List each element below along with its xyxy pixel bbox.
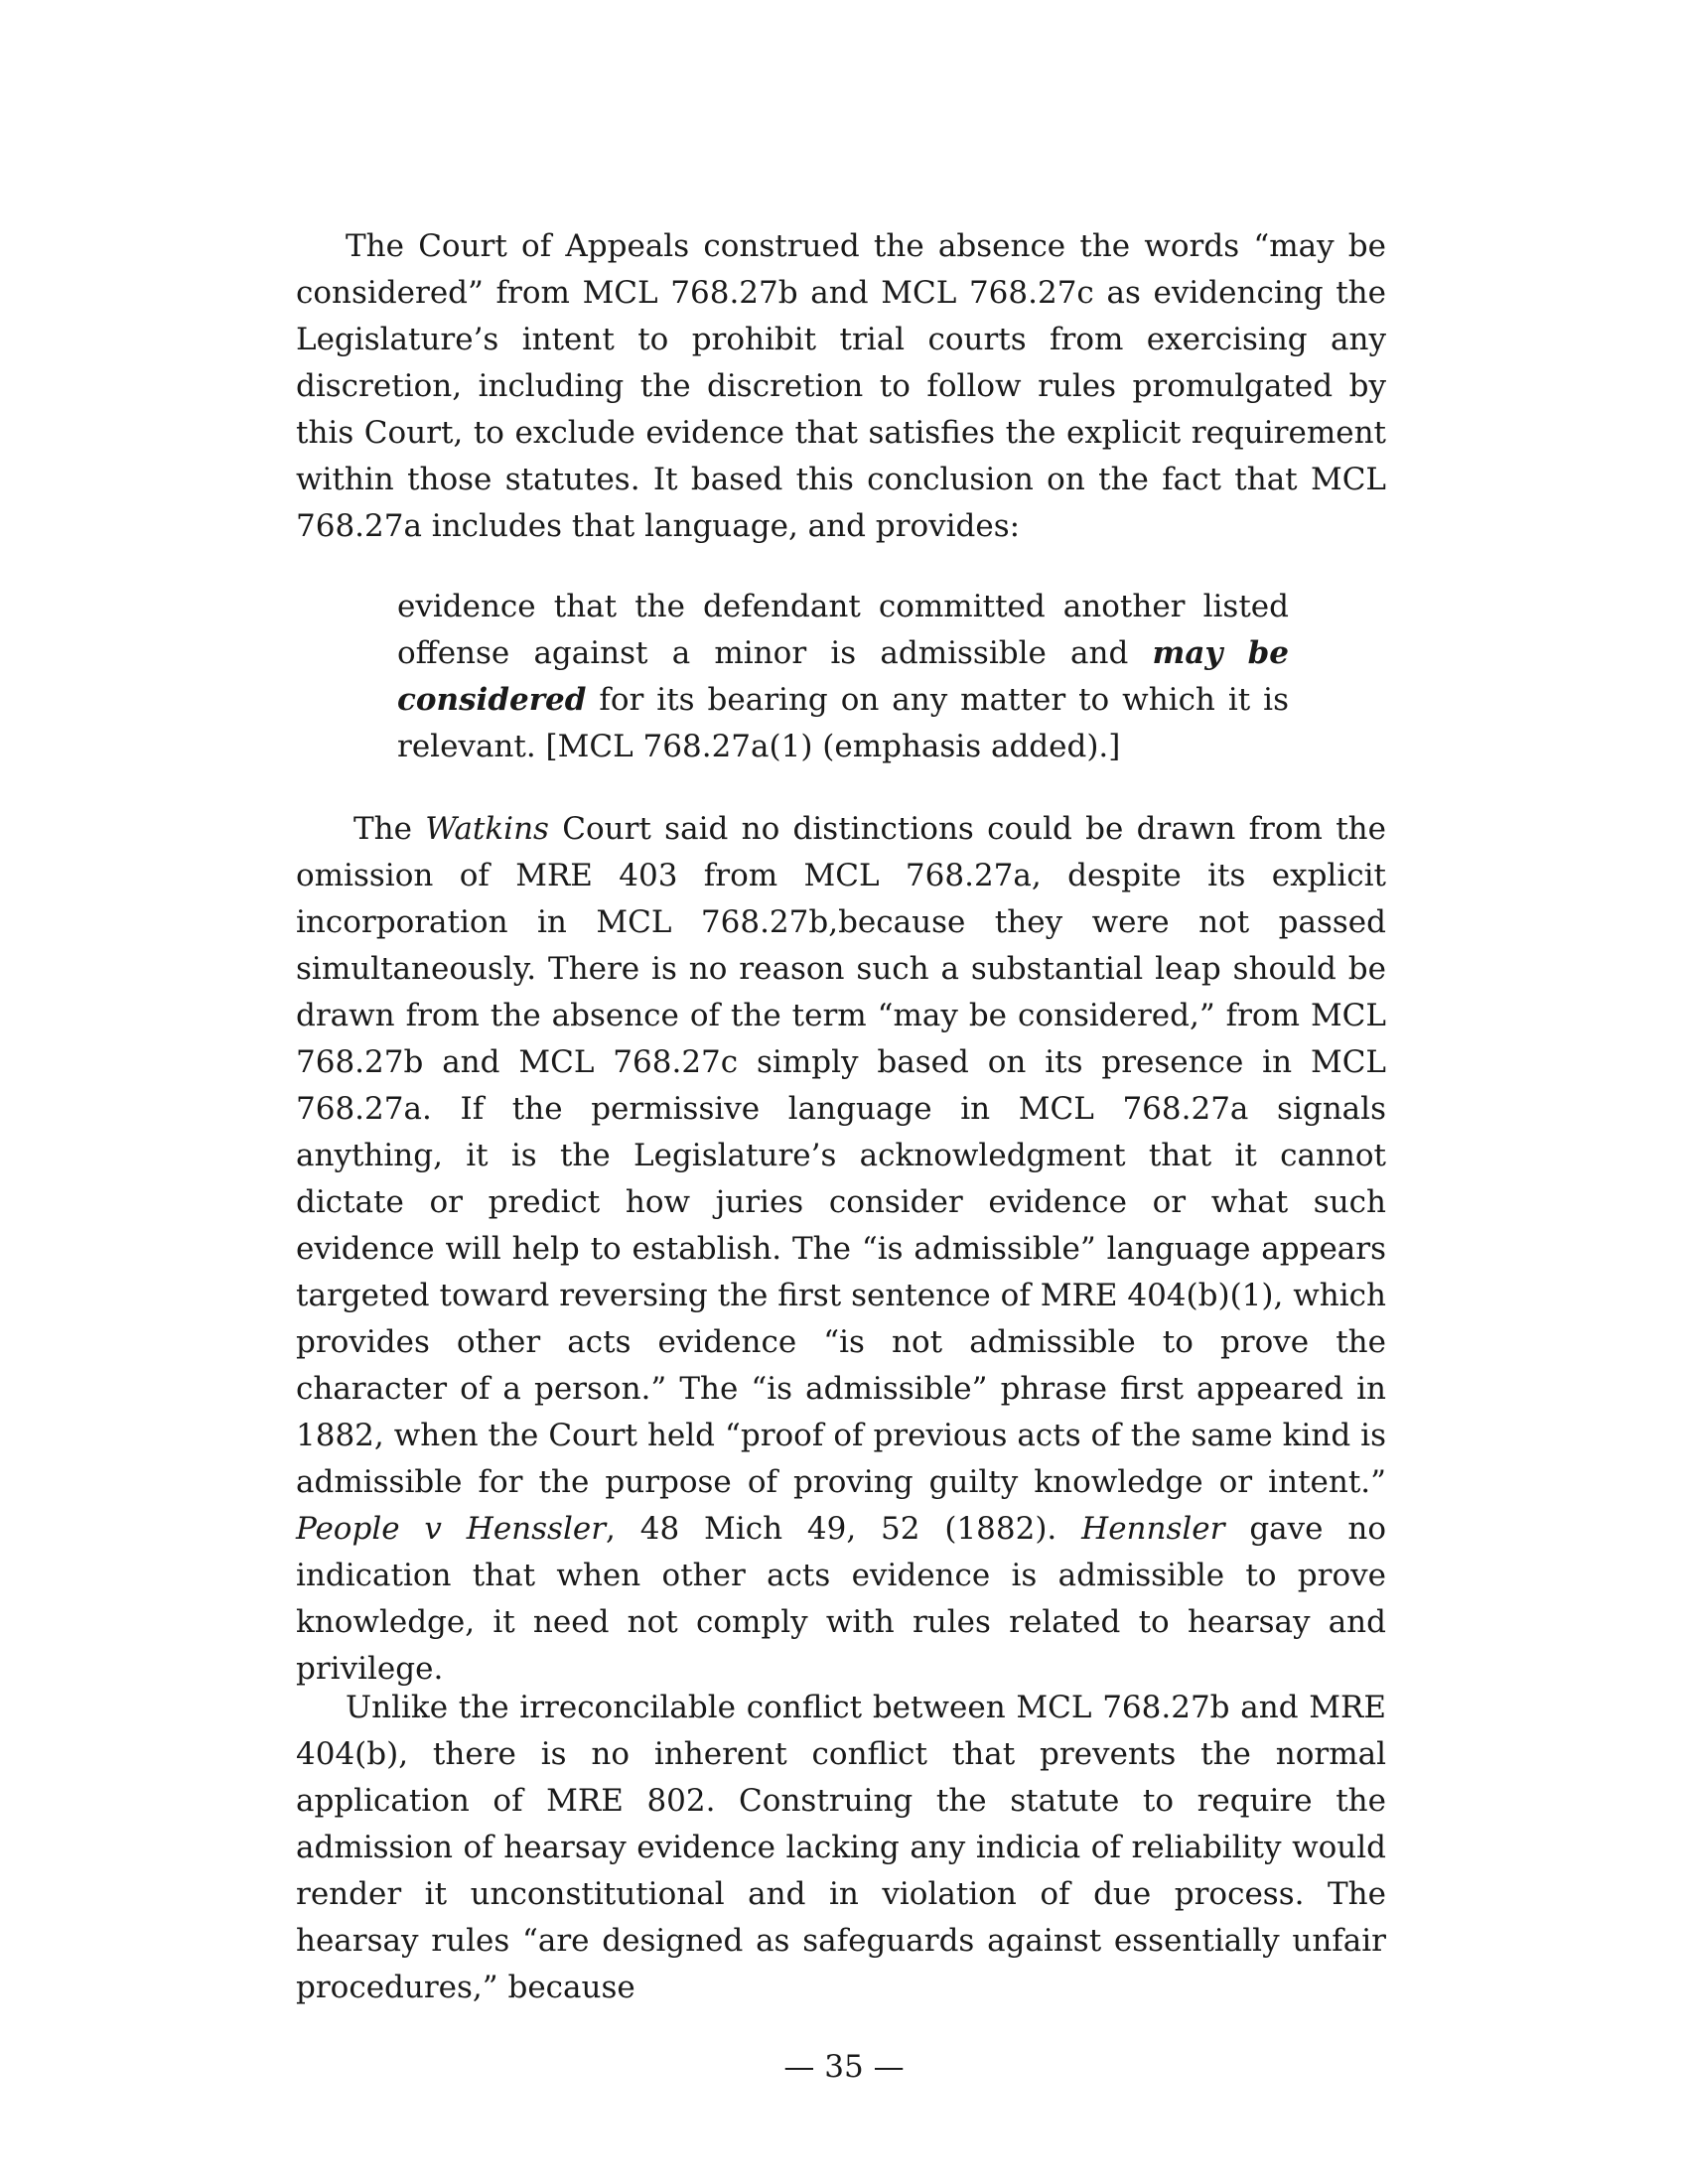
p2-text-c: , 48 Mich 49, 52 (1882). (606, 1511, 1082, 1547)
case-citation-henssler: People v Henssler (296, 1511, 607, 1547)
paragraph-hearsay-conflict: Unlike the irreconcilable conflict between MCL 768.27b and MRE 404(b), there is no inherent conflict that prevents the normal application of MRE 802. Construing the statute to require the admission of hearsay evidence lacking any indicia of reliability would render it unconstitutional and in violation of due process. The hearsay rules “are designed as safeguards against essentially unfair procedures,” because (296, 1690, 1386, 2005)
quote-text-before: evidence that the defendant committed another listed offense against a minor is admissible and (397, 589, 1289, 671)
case-name-watkins: Watkins (425, 811, 549, 847)
p2-text-d: gave no indication that when other acts evidence is admissible to prove knowledge, it need not comply with rules related to hearsay and privilege. (296, 1511, 1386, 1687)
case-name-hennsler: Hennsler (1081, 1511, 1225, 1547)
p2-text-b: Court said no distinctions could be drawn from the omission of MRE 403 from MCL 768.27a, despite its explicit incorporation in MCL 768.27b,because they were not passed simultaneously. There is no reason such a substantial leap should be drawn from the absence of the term “may be considered,” from MCL 768.27b and MCL 768.27c simply based on its presence in MCL 768.27a. If the permissive language in MCL 768.27a signals anything, it is the Legislature’s acknowledgment that it cannot dictate or predict how juries consider evidence or what such evidence will help to establish. The “is admissible” language appears targeted toward reversing the first sentence of MRE 404(b)(1), which provides other acts evidence “is not admissible to prove the character of a person.” The “is admissible” phrase first appeared in 1882, when the Court held “proof of previous acts of the same kind is admissible for the purpose of proving guilty knowledge or intent.” (296, 811, 1386, 1500)
quote-text-after: for its bearing on any matter to which it is relevant. [MCL 768.27a(1) (emphasis added).] (397, 682, 1289, 764)
paragraph-court-of-appeals: The Court of Appeals construed the absence the words “may be considered” from MCL 768.27b and MCL 768.27c as evidencing the Legislature’s intent to prohibit trial courts from exercising any discretion, including the discretion to follow rules promulgated by this Court, to exclude evidence that satisfies the explicit requirement within those statutes. It based this conclusion on the fact that MCL 768.27a includes that language, and provides: (296, 228, 1386, 544)
p2-text-a: The (353, 811, 426, 847)
page-number: — 35 — (783, 2049, 905, 2085)
block-quote-mcl-768-27a (397, 584, 1289, 770)
quote-emphasis: may be considered (397, 635, 1289, 718)
paragraph-watkins (296, 806, 1386, 1693)
